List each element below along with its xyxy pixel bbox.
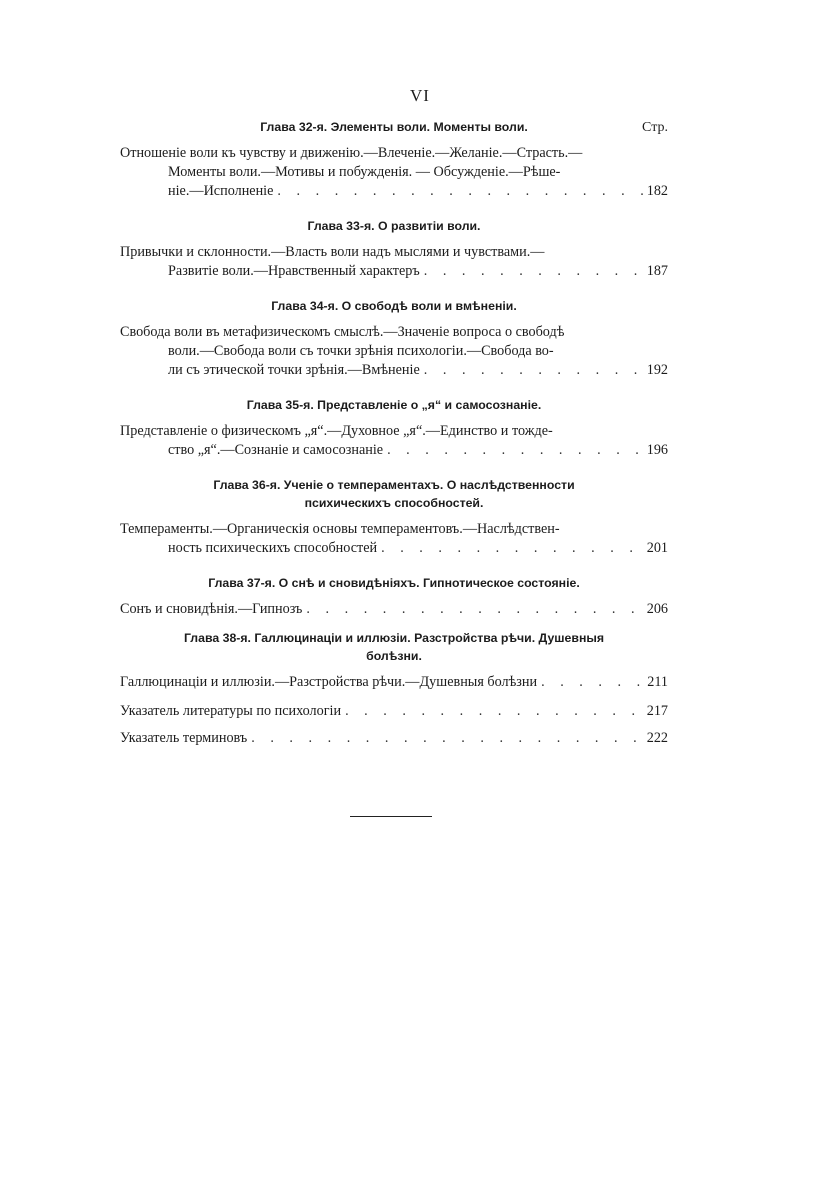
chapter-36 [120,476,668,558]
chapter-entry [120,520,668,558]
entry-line: Указатель литературы по психологіи [120,703,342,719]
chapter-entry [120,144,668,201]
entry-line: ли съ этической точки зрѣнія.—Вмѣненіе [168,362,420,378]
chapter-heading: Глава 32-я. Элементы воли. Моменты воли. [260,120,528,134]
entry-line: воли.—Свобода воли съ точки зрѣнія психологіи.—Свобода во- [168,343,554,359]
chapter-heading: Глава 33-я. О развитіи воли. [307,219,481,233]
table-of-contents [120,118,668,756]
entry-line: Сонъ и сновидѣнія.—Гипнозъ [120,601,303,617]
chapter-33 [120,217,668,281]
chapter-32 [120,118,668,201]
entry-line: ность психическихъ способностей [168,540,378,556]
page-column-label: Стр. [642,120,668,135]
chapter-heading: Глава 36-я. Ученіе о темпераментахъ. О наслѣдственности психическихъ способностей. [213,478,575,510]
entry-line: Указатель терминовъ [120,730,248,746]
chapter-heading: Глава 34-я. О свободѣ воли и вмѣненіи. [271,299,517,313]
chapter-34 [120,297,668,380]
chapter-heading: Глава 38-я. Галлюцинаціи и иллюзіи. Разстройства рѣчи. Душевныя болѣзни. [183,631,605,663]
chapter-entry [120,243,668,281]
end-rule [350,816,432,817]
dot-leader [424,262,643,281]
literature-index-entry [120,702,668,721]
dot-leader [306,600,642,619]
chapter-heading: Глава 37-я. О снѣ и сновидѣніяхъ. Гипнотическое состояніе. [208,576,580,590]
chapter-entry [120,422,668,460]
chapter-entry [120,673,668,692]
entry-line: Галлюцинаціи и иллюзіи.—Разстройства рѣчи.—Душевныя болѣзни [120,674,538,690]
entry-line: Представленіе о физическомъ „я“.—Духовное „я“.—Единство и тождe- [120,423,553,439]
dot-leader [277,182,642,201]
dot-leader [251,729,643,748]
chapter-38 [120,629,668,692]
chapter-entry [120,323,668,380]
dot-leader [345,702,643,721]
dot-leader [424,361,643,380]
dot-leader [541,673,643,692]
page-ref: 187 [646,263,668,279]
dot-leader [381,539,643,558]
chapter-37 [120,574,668,619]
entry-line: ство „я“.—Сознаніе и самосознаніе [168,442,384,458]
dot-leader [387,441,643,460]
chapter-35 [120,396,668,460]
page-ref: 196 [646,442,668,458]
entry-line: Привычки и склонности.—Власть воли надъ мыслями и чувствами.— [120,244,545,260]
page-number: VI [410,86,430,105]
chapter-entry [120,600,668,619]
chapter-heading: Глава 35-я. Представленіе о „я“ и самосознаніе. [246,398,542,412]
entry-line: Темпераменты.—Органическія основы темпераментовъ.—Наслѣдствен- [120,521,560,537]
entry-line: Отношеніе воли къ чувству и движенію.—Влеченіе.—Желаніе.—Страсть.— [120,145,583,161]
page-ref: 211 [647,674,668,690]
page-ref: 222 [646,730,668,746]
entry-line: ніе.—Исполненіе [168,183,274,199]
entry-line: Развитіе воли.—Нравственный характеръ [168,263,420,279]
entry-line: Моменты воли.—Мотивы и побужденія. — Обсужденіе.—Рѣше- [168,164,561,180]
page-ref: 192 [646,362,668,378]
page-ref: 201 [646,540,668,556]
terms-index-entry [120,729,668,748]
page-ref: 182 [646,183,668,199]
page-ref: 206 [646,601,668,617]
page-ref: 217 [646,703,668,719]
entry-line: Свобода воли въ метафизическомъ смыслѣ.—Значеніе вопроса о свободѣ [120,324,565,340]
